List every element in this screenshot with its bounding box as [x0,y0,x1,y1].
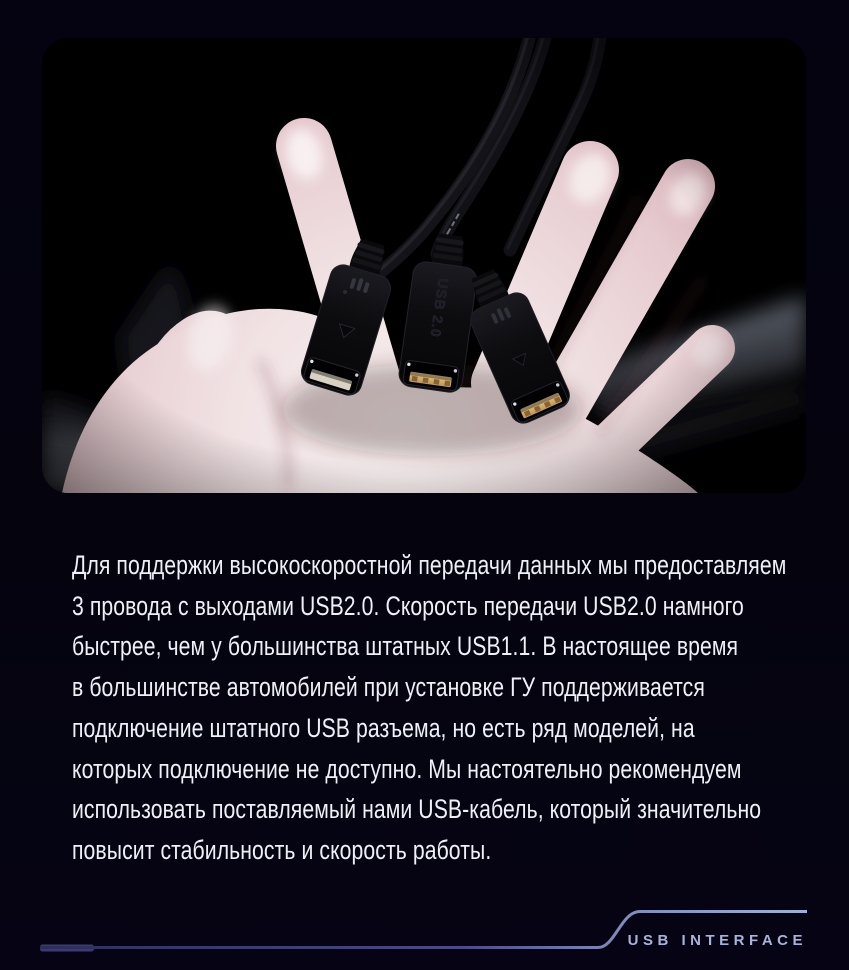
description-line: которых подключение не доступно. Мы настоятельно рекомендуем [72,753,742,784]
description-line: использовать поставляемый нами USB-кабель, который значительно [72,794,762,825]
footer-label: USB INTERFACE [627,932,807,949]
description-line: подключение штатного USB разъема, но есть ряд моделей, на [72,712,695,743]
product-photo-art [42,38,806,493]
description-line: повысит стабильность и скорость работы. [72,834,492,865]
product-description [72,545,808,871]
description-line: быстрее, чем у большинства штатных USB1.1. В настоящее время [72,631,739,662]
product-photo [42,38,806,493]
description-line: Для поддержки высокоскоростной передачи данных мы предоставляем [72,550,787,580]
description-line: в большинстве автомобилей при установке ГУ поддерживается [72,672,705,703]
vignette [42,38,806,493]
description-line: 3 провода с выходами USB2.0. Скорость передачи USB2.0 намного [72,590,744,621]
